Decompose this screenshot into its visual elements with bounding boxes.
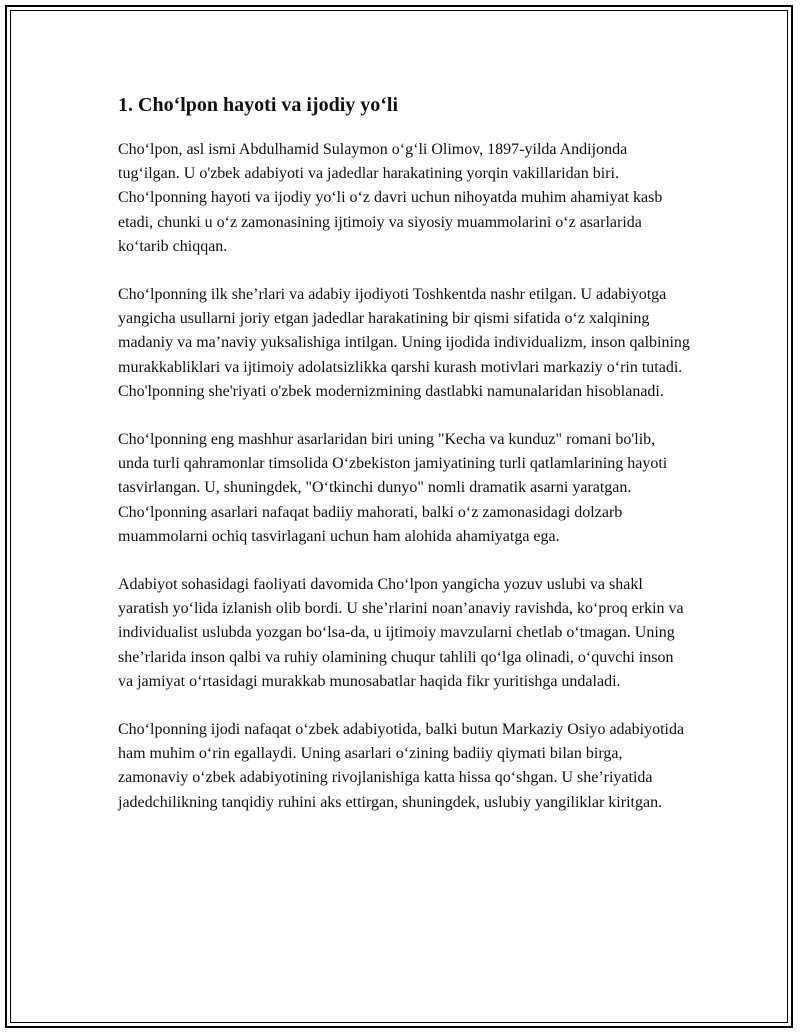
- paragraph-5: Cho‘lponning ijodi nafaqat o‘zbek adabiyotida, balki butun Markaziy Osiyo adabiyotida ham muhim o‘rin egallaydi. Uning asarlari o‘zining badiiy qiymati bilan birga, zamonaviy o‘zbek adabiyotining rivojlanishiga katta hissa qo‘shgan. U she’riyatida jadedchilikning tanqidiy ruhini aks ettirgan, shuningdek, uslubiy yangiliklar kiritgan.: [118, 721, 685, 811]
- paragraph-1: Cho‘lpon, asl ismi Abdulhamid Sulaymon o‘g‘li Olimov, 1897-yilda Andijonda tug‘ilgan. U o'zbek adabiyoti va jadedlar harakatining yorqin vakillaridan biri. Cho‘lponning hayoti va ijodiy yo‘li o‘z davri uchun nihoyatda muhim ahamiyat kasb etadi, chunki u o‘z zamonasining ijtimoiy va siyosiy muammolarini o‘z asarlarida ko‘tarib chiqqan.: [118, 141, 663, 255]
- paragraph-3: Cho‘lponning eng mashhur asarlaridan biri uning "Kecha va kunduz" romani bo'lib, unda turli qahramonlar timsolida O‘zbekiston jamiyatining turli qatlamlarining hayoti tasvirlangan. U, shuningdek, "O‘tkinchi dunyo" nomli dramatik asarni yaratgan. Cho‘lponning asarlari nafaqat badiiy mahorati, balki o‘z zamonasidagi dolzarb muammolarni ochiq tasvirlagani uchun ham alohida ahamiyatga ega.: [118, 431, 668, 545]
- paragraph-2: Cho‘lponning ilk she’rlari va adabiy ijodiyoti Toshkentda nashr etilgan. U adabiyotga yangicha usullarni joriy etgan jadedlar harakatining bir qismi sifatida o‘z xalqining madaniy va ma’naviy yuksalishiga intilgan. Uning ijodida individualizm, inson qalbining murakkabliklari va ijtimoiy adolatsizlikka qarshi kurash motivlari markaziy o‘rin tutadi. Cho'lponning she'riyati o'zbek modernizmining dastlabki namunalaridan hisoblanadi.: [118, 286, 690, 400]
- paragraph-4: Adabiyot sohasidagi faoliyati davomida Cho‘lpon yangicha yozuv uslubi va shakl yaratish yo‘lida izlanish olib bordi. U she’rlarini noan’anaviy ravishda, ko‘proq erkin va individualist uslubda yozgan bo‘lsa-da, u ijtimoiy mavzularni chetlab o‘tmagan. Uning she’rlarida inson qalbi va ruhiy olamining chuqur tahlili qo‘lga olinadi, o‘quvchi inson va jamiyat o‘rtasidagi murakkab munosabatlar haqida fikr yuritishga undaladi.: [118, 576, 684, 690]
- section-title: 1. Cho‘lpon hayoti va ijodiy yo‘li: [118, 94, 399, 116]
- document-body: [118, 93, 690, 839]
